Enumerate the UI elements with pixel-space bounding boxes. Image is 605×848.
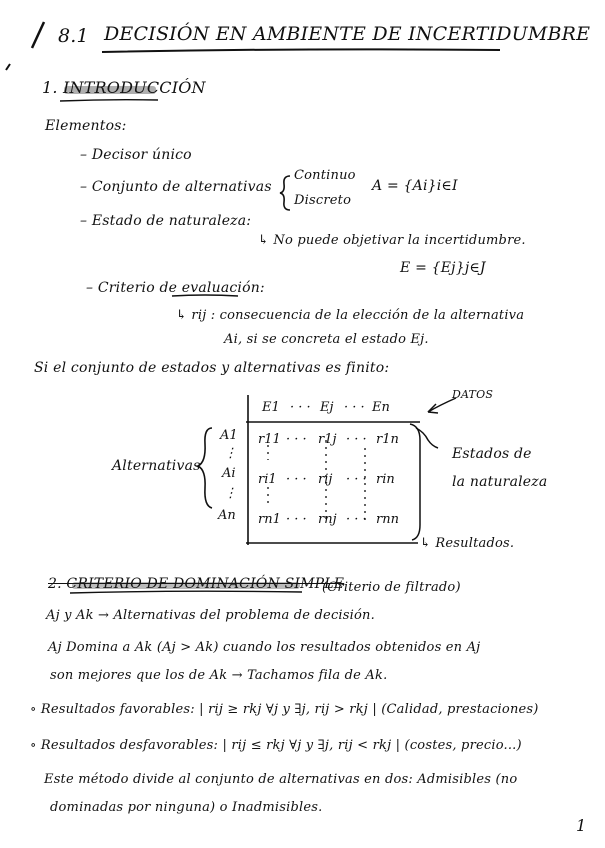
si-conjunto-text: Si el conjunto de estados y alternativas es finito:	[34, 360, 390, 376]
s1-heading: 1. INTRODUCCIÓN	[42, 78, 206, 97]
estado-item: – Estado de naturaleza:	[80, 213, 252, 229]
s2-line4: Este método divide al conjunto de alternativas en dos: Admisibles (no	[44, 772, 518, 787]
s2-line3: son mejores que los de Ak → Tachamos fila de Ak.	[50, 668, 388, 683]
matrix-cell: rn1	[258, 512, 281, 527]
matrix-right-bracket	[410, 424, 420, 540]
row-header: A1	[220, 428, 238, 443]
col-header: · · ·	[290, 400, 311, 415]
conjunto-item: – Conjunto de alternativas	[80, 179, 272, 195]
col-header: · · ·	[344, 400, 365, 415]
discreto-label: Discreto	[294, 193, 352, 208]
naturaleza-label: la naturaleza	[452, 474, 548, 490]
matrix-cell: rnn	[376, 512, 399, 527]
col-header: En	[372, 400, 390, 415]
rij-line2: Ai, si se concreta el estado Ej.	[224, 332, 429, 347]
brace-alternativas	[280, 176, 290, 210]
s2-heading: 2. CRITERIO DE DOMINACIÓN SIMPLE	[48, 576, 345, 592]
matrix-cell: · · ·	[286, 512, 307, 527]
datos-label: DATOS	[452, 388, 494, 401]
matrix-cell: · · ·	[346, 432, 367, 447]
col-header: Ej	[320, 400, 334, 415]
heading-scribble	[64, 86, 156, 94]
row-header: ⋮	[224, 486, 237, 501]
page-title: DECISIÓN EN AMBIENTE DE INCERTIDUMBRE	[104, 23, 591, 45]
s2-line2: Aj Domina a Ak (Aj > Ak) cuando los resultados obtenidos en Aj	[48, 640, 481, 655]
matrix-cell: rnj	[318, 512, 337, 527]
a-set: A = {Ai}i∈I	[372, 178, 458, 194]
row-header: ⋮	[224, 446, 237, 461]
matrix-cell: ri1	[258, 472, 277, 487]
matrix-cell: r1n	[376, 432, 399, 447]
continuo-label: Continuo	[294, 168, 356, 183]
matrix-cell: rij	[318, 472, 333, 487]
matrix-cell: · · ·	[286, 432, 307, 447]
elementos-label: Elementos:	[45, 118, 127, 134]
matrix-cell: · · ·	[346, 472, 367, 487]
s2-line5: dominadas por ninguna) o Inadmisibles.	[50, 800, 323, 815]
matrix-cell: · · ·	[286, 472, 307, 487]
matrix-cell: r1j	[318, 432, 337, 447]
col-header: E1	[262, 400, 280, 415]
e-set: E = {Ej}j∈J	[400, 260, 486, 276]
section-number: 8.1	[58, 25, 89, 47]
s2-line1: Aj y Ak → Alternativas del problema de decisión.	[46, 608, 375, 623]
row-header: Ai	[222, 466, 236, 481]
criterio-item: – Criterio de evaluación:	[86, 280, 265, 296]
matrix-cell: r11	[258, 432, 281, 447]
alternativas-label: Alternativas	[112, 458, 201, 474]
s2-heading-scribble	[72, 582, 300, 589]
favorables-rule: ∘ Resultados favorables: | rij ≥ rkj ∀j y ∃j, rij > rkj | (Calidad, prestaciones)	[30, 702, 539, 717]
matrix-cell: · · ·	[346, 512, 367, 527]
estados-label: Estados de	[452, 446, 532, 462]
title-underline	[102, 49, 500, 52]
no-puede-text: ↳ No puede objetivar la incertidumbre.	[258, 233, 526, 248]
margin-mark	[6, 64, 10, 70]
page-number: 1	[576, 816, 587, 835]
underline-s1	[60, 100, 158, 101]
slash-mark	[32, 22, 44, 48]
matrix-cell: rin	[376, 472, 395, 487]
row-header: An	[218, 508, 236, 523]
desfavorables-rule: ∘ Resultados desfavorables: | rij ≤ rkj ∀j y ∃j, rij < rkj | (costes, precio...)	[30, 738, 522, 753]
decisor-item: – Decisor único	[80, 147, 192, 163]
rij-line1: ↳ rij : consecuencia de la elección de la alternativa	[176, 308, 525, 323]
resultados-label: ↳ Resultados.	[420, 536, 515, 551]
s2-note: (Criterio de filtrado)	[322, 580, 461, 595]
